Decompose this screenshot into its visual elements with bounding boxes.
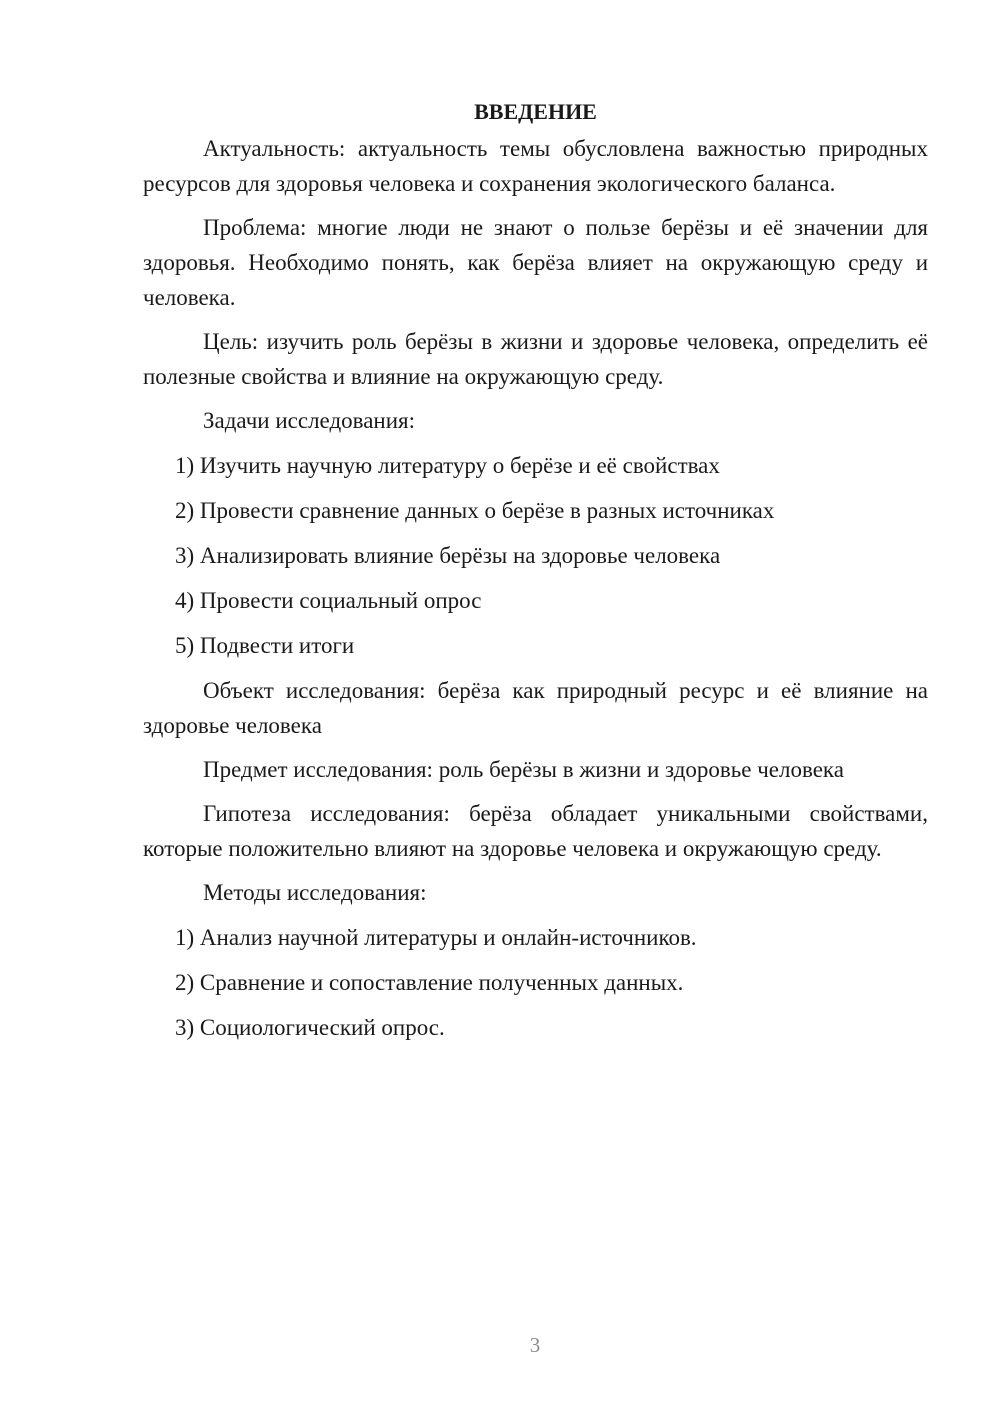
page-title: ВВЕДЕНИЕ bbox=[474, 99, 597, 124]
goal-paragraph: Цель: изучить роль берёзы в жизни и здоровье человека, определить её полезные свойства и влияние на окружающую среду. bbox=[143, 329, 928, 389]
methods-heading: Методы исследования: bbox=[203, 880, 427, 905]
subject-paragraph: Предмет исследования: роль берёзы в жизни и здоровье человека bbox=[203, 757, 844, 782]
task-item: 3) Анализировать влияние берёзы на здоровье человека bbox=[175, 543, 721, 568]
page-number: 3 bbox=[529, 1333, 541, 1357]
method-item: 3) Социологический опрос. bbox=[175, 1015, 445, 1040]
task-item: 5) Подвести итоги bbox=[175, 633, 355, 658]
task-item: 4) Провести социальный опрос bbox=[175, 588, 482, 613]
problem-paragraph: Проблема: многие люди не знают о пользе берёзы и её значении для здоровья. Необходимо понять, как берёза влияет на окружающую среду и человека. bbox=[143, 215, 928, 310]
relevance-paragraph: Актуальность: актуальность темы обусловлена важностью природных ресурсов для здоровья человека и сохранения экологического баланса. bbox=[143, 136, 928, 196]
tasks-heading: Задачи исследования: bbox=[203, 408, 416, 433]
hypothesis-paragraph: Гипотеза исследования: берёза обладает уникальными свойствами, которые положительно влияют на здоровье человека и окружающую среду. bbox=[143, 801, 928, 861]
method-item: 1) Анализ научной литературы и онлайн-источников. bbox=[175, 925, 697, 950]
task-item: 1) Изучить научную литературу о берёзе и её свойствах bbox=[175, 453, 720, 478]
page-content bbox=[143, 93, 928, 1045]
task-item: 2) Провести сравнение данных о берёзе в разных источниках bbox=[175, 498, 775, 523]
method-item: 2) Сравнение и сопоставление полученных данных. bbox=[175, 970, 684, 995]
object-paragraph: Объект исследования: берёза как природный ресурс и её влияние на здоровье человека bbox=[143, 678, 928, 738]
